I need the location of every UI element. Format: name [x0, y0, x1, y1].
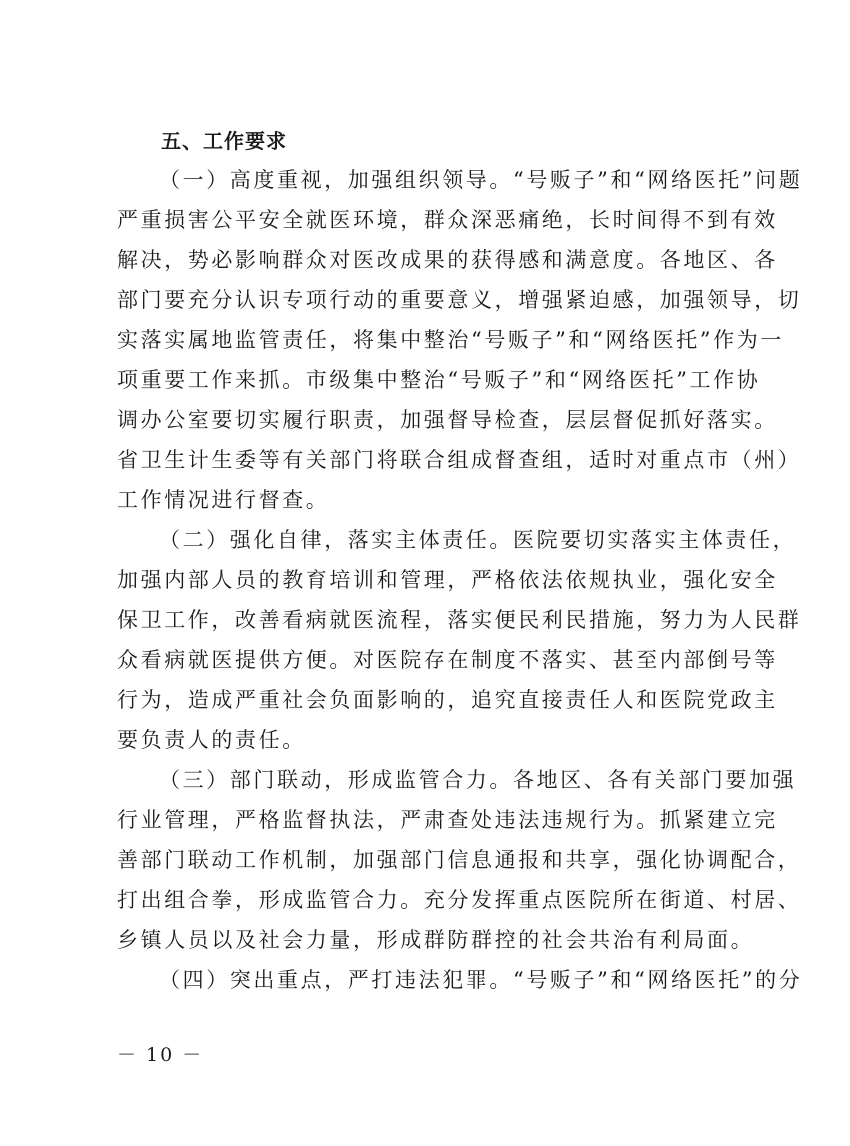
- text-line: 实落实属地监管责任，将集中整治“号贩子”和“网络医托”作为一: [117, 328, 784, 352]
- text-line: （一）高度重视，加强组织领导。“号贩子”和“网络医托”问题: [159, 168, 803, 192]
- text-line: （二）强化自律，落实主体责任。医院要切实落实主体责任，: [159, 528, 797, 552]
- text-line: 调办公室要切实履行职责，加强督导检查，层层督促抓好落实。: [117, 408, 778, 432]
- page-number: － 10 －: [117, 1044, 204, 1066]
- text-line: 保卫工作，改善看病就医流程，落实便民利民措施，努力为人民群: [117, 608, 802, 632]
- document-body: [117, 122, 803, 1000]
- paragraph-2: [117, 520, 802, 760]
- text-line: 行业管理，严格监督执法，严肃查处违法违规行为。抓紧建立完: [117, 808, 778, 832]
- paragraph-3: [117, 760, 802, 960]
- text-line: 善部门联动工作机制，加强部门信息通报和共享，强化协调配合，: [117, 848, 802, 872]
- text-line: 解决，势必影响群众对医改成果的获得感和满意度。各地区、各: [117, 248, 778, 272]
- text-line: 严重损害公平安全就医环境，群众深恶痛绝，长时间得不到有效: [117, 208, 778, 232]
- text-line: 省卫生计生委等有关部门将联合组成督查组，适时对重点市（州）: [117, 448, 802, 472]
- text-line: （三）部门联动，形成监管合力。各地区、各有关部门要加强: [159, 768, 797, 792]
- text-line: （四）突出重点，严打违法犯罪。“号贩子”和“网络医托”的分: [159, 968, 803, 992]
- section-heading: 五、工作要求: [161, 129, 287, 153]
- paragraph-1: [117, 160, 803, 520]
- text-line: 项重要工作来抓。市级集中整治“号贩子”和“网络医托”工作协: [117, 368, 761, 392]
- text-line: 众看病就医提供方便。对医院存在制度不落实、甚至内部倒号等: [117, 648, 778, 672]
- paragraph-4: [117, 960, 803, 1000]
- text-line: 工作情况进行督查。: [117, 488, 330, 512]
- text-line: 加强内部人员的教育培训和管理，严格依法依规执业，强化安全: [117, 568, 778, 592]
- text-line: 乡镇人员以及社会力量，形成群防群控的社会共治有利局面。: [117, 928, 755, 952]
- text-line: 行为，造成严重社会负面影响的，追究直接责任人和医院党政主: [117, 688, 778, 712]
- text-line: 要负责人的责任。: [117, 728, 306, 752]
- text-line: 部门要充分认识专项行动的重要意义，增强紧迫感，加强领导，切: [117, 288, 802, 312]
- text-line: 打出组合拳，形成监管合力。充分发挥重点医院所在街道、村居、: [117, 888, 802, 912]
